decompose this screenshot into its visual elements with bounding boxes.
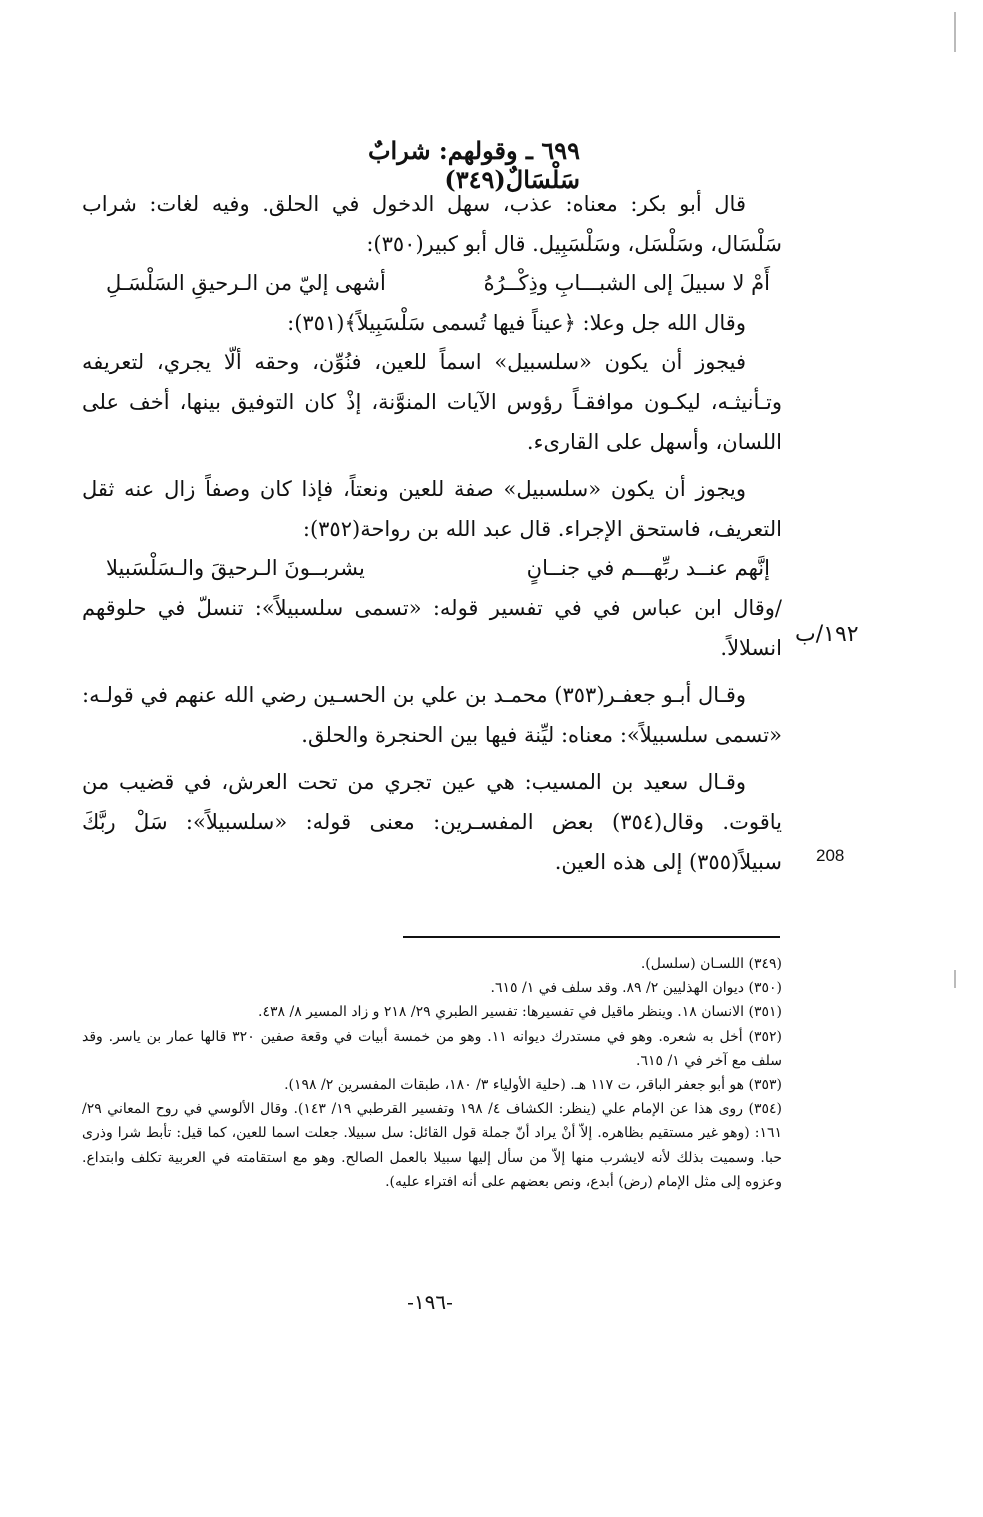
verse-right-hemistich: إنَّهم عنــد ربِّهـــم في جنــانٍ — [526, 556, 770, 581]
verse-abu-kabir — [82, 264, 782, 304]
main-text — [82, 185, 782, 882]
page-number: -١٩٦- — [407, 1290, 453, 1314]
footnote: (٣٤٩) اللسـان (سلسل). — [640, 956, 782, 972]
verse-right-hemistich: أَمْ لا سبيلَ إلى الشبـــابِ وذِكْــرُهُ — [483, 271, 770, 296]
source-page-marker: 208 — [816, 846, 845, 865]
footnotes — [82, 952, 782, 1194]
paragraph-adjective-explanation: ويجوز أن يكون «سلسبيل» صفة للعين ونعتاً، فإذا كان وصفاً زال عنه ثقل التعريف، فاستحق الإجراء. قال عبد الله بن رواحة(٣٥٢): — [82, 477, 782, 541]
footnote: (٣٥٤) روى هذا عن الإمام علي (ينظر: الكشاف ٤/ ١٩٨ وتفسير القرطبي ١٩/ ١٤٣). وقال الألوسي في روح المعاني ٢٩/ ١٦١: (وهو غير مستقيم بظاهره. إلاّ أنْ يراد أنّ جملة قول القائل: سل سبيلا. جعلت اسما للعين، كما قيل: تأبط شرا وذرى حبا. وسميت بذلك لأنه لايشرب منها إلاّ من سأل إليها سبيلا بالعمل الصالح. وهو مع استقامته في العربية تكلف وابتداع. وعزوه إلى مثل الإمام (رض) أبدع، ونص بعضهم على أنه افتراء عليه). — [82, 1101, 782, 1190]
paragraph-definition: قال أبو بكر: معناه: عذب، سهل الدخول في الحلق. وفيه لغات: شراب سَلْسَال، وسَلْسَل، وسَلْسَبِيل. قال أبو كبير(٣٥٠): — [82, 192, 782, 256]
footnote: (٣٥٠) ديوان الهذليين ٢/ ٨٩. وقد سلف في ١/ ٦١٥. — [490, 980, 782, 997]
folio-marker: ١٩٢/ب — [795, 622, 859, 647]
verse-ibn-rawaha — [82, 549, 782, 589]
footnote-separator — [403, 936, 780, 938]
footnote: (٣٥١) الانسان ١٨. وينظر ماقيل في تفسيرها: تفسير الطبري ٢٩/ ٢١٨ و زاد المسير ٨/ ٤٣٨. — [258, 1004, 782, 1021]
paragraph-abu-jafar: وقـال أبـو جعفـر(٣٥٣) محمـد بن علي بن الحسـين رضي الله عنهم في قولـه: «تسمى سلسبيلاً»: معناه: ليِّنة فيها بين الحنجرة والحلق. — [82, 683, 782, 747]
scan-edge-mark — [948, 0, 962, 1517]
entry-title: ٦٩٩ ـ وقولهم: شرابٌ سَلْسَالٌ(٣٤٩) — [367, 136, 580, 194]
verse-left-hemistich: يشربــونَ الـرحيقَ والـسَلْسَبيلا — [106, 556, 365, 581]
paragraph-quran-quote: وقال الله جل وعلا: ﴿عيناً فيها تُسمى سَلْسَبِيلاً﴾(٣٥١): — [287, 310, 746, 335]
paragraph-ibn-musayyib: وقـال سعيد بن المسيب: هي عين تجري من تحت العرش، في قضيب من ياقوت. وقال(٣٥٤) بعض المفسـرين: معنى قوله: «سلسبيلاً»: سَلْ ربَّكَ سبيلاً(٣٥٥) إلى هذه العين. — [82, 770, 783, 874]
paragraph-ibn-abbas: /وقال ابن عباس في في تفسير قوله: «تسمى سلسبيلاً»: تنسلّ في حلوقهم انسلالاً. — [82, 595, 782, 660]
verse-left-hemistich: أشهى إليّ من الـرحيقِ السَلْسَـلِ — [106, 271, 386, 296]
paragraph-name-explanation: فيجوز أن يكون «سلسبيل» اسماً للعين، فنُوِّن، وحقه ألّا يجري، لتعريفه وتـأنيثـه، ليكـون موافقـاً رؤوس الآيات المنوَّنة، إذْ كان التوفيق بينها، أخف على اللسان، وأسهل على القارىء. — [82, 350, 782, 454]
footnote: (٣٥٣) هو أبو جعفر الباقر، ت ١١٧ هـ. (حلية الأولياء ٣/ ١٨٠، طبقات المفسرين ٢/ ١٩٨). — [284, 1077, 782, 1094]
footnote: (٣٥٢) أخل به شعره. وهو في مستدرك ديوانه ١١. وهو من خمسة أبيات في وقعة صفين ٣٢٠ قالها عمار بن ياسر. وقد سلف مع آخر في ١/ ٦١٥. — [82, 1028, 782, 1069]
